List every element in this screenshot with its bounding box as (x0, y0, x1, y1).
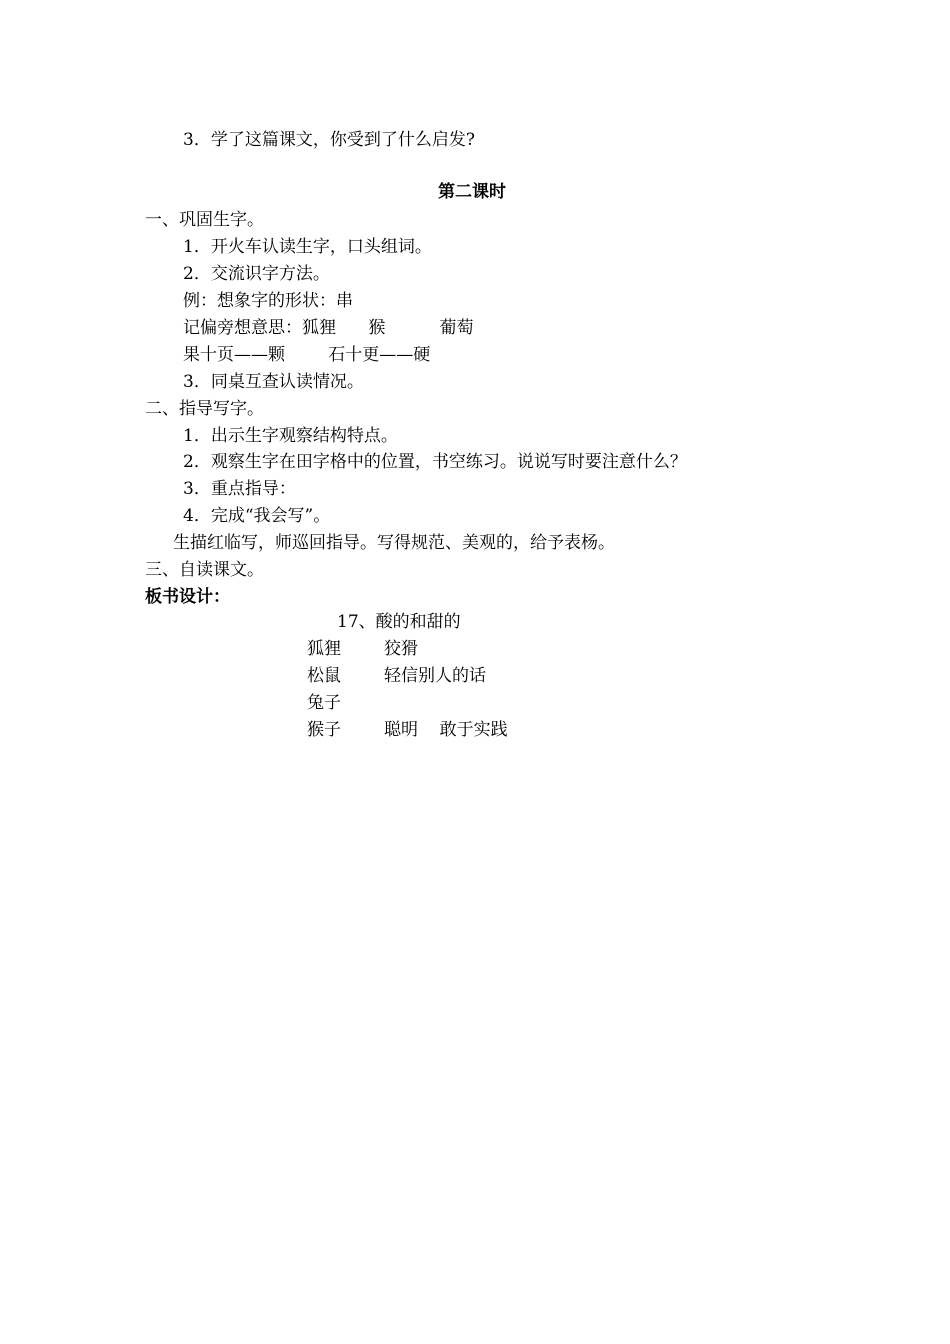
board-animal: 猴子 (307, 720, 341, 740)
board-trait: 聪明 敢于实践 (384, 720, 508, 740)
board-animal: 狐狸 (307, 639, 341, 659)
section1-example: 例：想象字的形状：串 (183, 291, 353, 311)
section3-heading: 三、自读课文。 (145, 560, 264, 580)
section1-item-3: 3．同桌互查认读情况。 (183, 372, 364, 392)
section2-note: 生描红临写，师巡回指导。写得规范、美观的，给予表杨。 (173, 533, 615, 553)
board-label: 板书设计： (145, 587, 230, 607)
top-question: 3．学了这篇课文，你受到了什么启发? (183, 130, 475, 150)
board-trait: 狡猾 (384, 639, 418, 659)
section2-heading: 二、指导写字。 (145, 399, 264, 419)
section2-item-1: 1．出示生字观察结构特点。 (183, 426, 398, 446)
section1-char-combination: 果十页——颗 石十更——硬 (183, 345, 431, 365)
section1-radical-meaning: 记偏旁想意思：狐狸 猴 葡萄 (183, 318, 474, 338)
lesson-title: 第二课时 (438, 182, 506, 202)
section1-item-2: 2．交流识字方法。 (183, 264, 330, 284)
board-animal: 松鼠 (307, 666, 341, 686)
section1-heading: 一、巩固生字。 (145, 210, 264, 230)
section2-item-4: 4．完成“我会写”。 (183, 506, 331, 526)
section2-item-3: 3．重点指导： (183, 479, 296, 499)
board-trait: 轻信别人的话 (384, 666, 486, 686)
section2-item-2: 2．观察生字在田字格中的位置，书空练习。说说写时要注意什么？ (183, 452, 687, 472)
section1-item-1: 1．开火车认读生字，口头组词。 (183, 237, 432, 257)
board-animal: 兔子 (307, 693, 341, 713)
board-title: 17、酸的和甜的 (337, 612, 461, 632)
